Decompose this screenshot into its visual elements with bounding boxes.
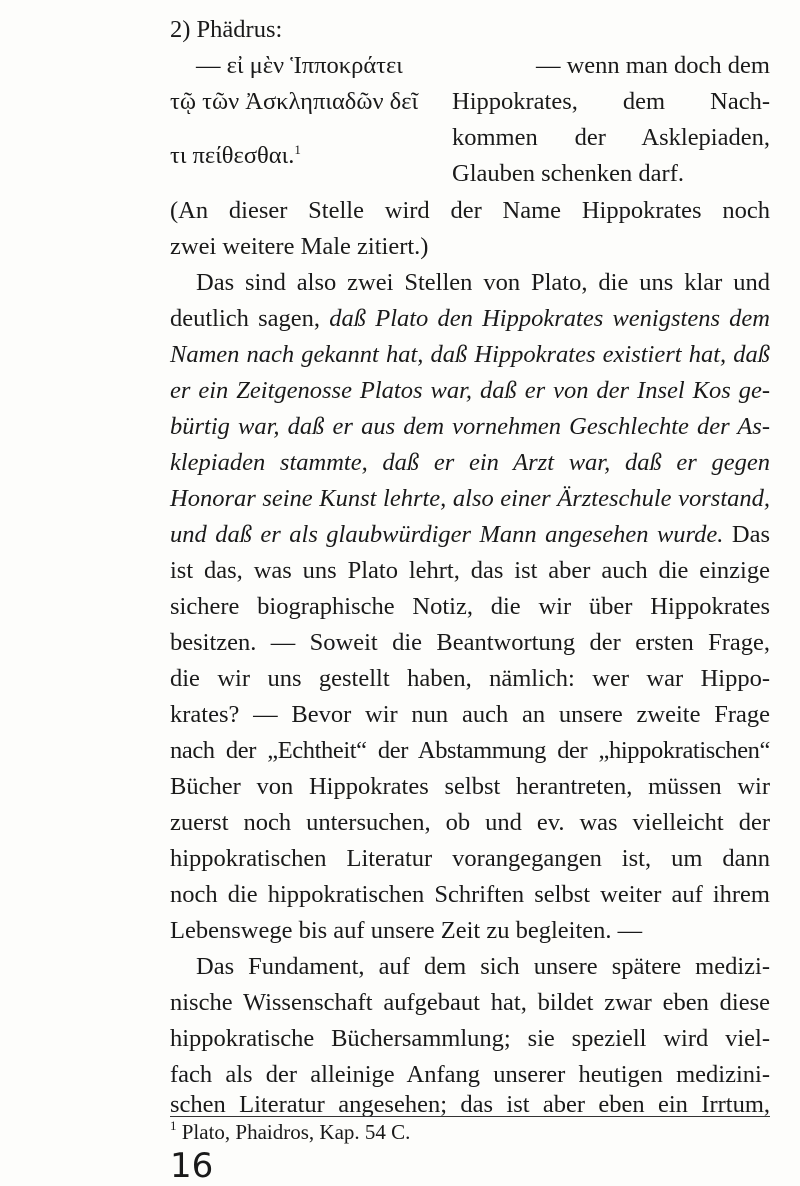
footnote-mark: 1 <box>170 1118 177 1133</box>
body-line: noch die hippokratischen Schriften selbst weiter auf ihrem <box>170 881 770 908</box>
section-heading: 2) Phädrus: <box>170 16 283 43</box>
body-line: nach der „Echtheit“ der Abstammung der „hippokratischen“ <box>170 737 770 764</box>
body-line: (An dieser Stelle wird der Name Hippokrates noch <box>170 197 770 224</box>
footnote-divider <box>170 1116 770 1117</box>
greek-quote <box>170 48 450 174</box>
body-line-italic: deutlich sagen, daß Plato den Hippokrates wenigstens dem <box>170 305 771 332</box>
page-number: 16 <box>170 1146 214 1186</box>
body-line: zwei weitere Male zitiert.) <box>170 233 429 260</box>
greek-line-2: τῷ τῶν Ἀσκληπιαδῶν δεῖ <box>170 88 419 115</box>
body-line: hippokratische Büchersammlung; sie speziell wird viel- <box>170 1025 770 1052</box>
greek-line-3 <box>170 138 450 174</box>
german-line-4: Glauben schenken darf. <box>452 160 684 187</box>
german-translation <box>452 48 770 192</box>
german-line-3: kommen der Asklepiaden, <box>452 124 770 151</box>
german-line-2: Hippokrates, dem Nach- <box>452 88 770 115</box>
body-line: Das Fundament, auf dem sich unsere spätere medizi- <box>196 953 770 980</box>
greek-line-1: — εἰ μὲν Ἱπποκράτει <box>196 52 403 79</box>
footnote <box>170 1118 410 1146</box>
body-line-italic: er ein Zeitgenosse Platos war, daß er von der Insel Kos ge- <box>170 377 770 404</box>
body-line: hippokratischen Literatur vorangegangen ist, um dann <box>170 845 770 872</box>
footnote-text: Plato, Phaidros, Kap. 54 C. <box>181 1120 411 1144</box>
greek-line-3-text: τι πείθεσθαι. <box>170 142 295 169</box>
body-line: die wir uns gestellt haben, nämlich: wer war Hippo- <box>170 665 770 692</box>
body-line-italic: klepiaden stammte, daß er ein Arzt war, daß er gegen <box>170 449 770 476</box>
german-line-1: — wenn man doch dem <box>535 52 770 79</box>
body-line: nische Wissenschaft aufgebaut hat, bildet zwar eben diese <box>170 989 770 1016</box>
body-line-italic: Namen nach gekannt hat, daß Hippokrates existiert hat, daß <box>170 341 770 368</box>
body-line: zuerst noch untersuchen, ob und ev. was vielleicht der <box>170 809 770 836</box>
body-line: Lebenswege bis auf unsere Zeit zu begleiten. — <box>170 917 643 944</box>
footnote-reference: 1 <box>294 142 301 157</box>
body-line: krates? — Bevor wir nun auch an unsere zweite Frage <box>170 701 770 728</box>
body-line-italic: bürtig war, daß er aus dem vornehmen Geschlechte der As- <box>170 413 770 440</box>
body-line: sichere biographische Notiz, die wir über Hippokrates <box>170 593 770 620</box>
body-line: Das sind also zwei Stellen von Plato, die uns klar und <box>196 269 770 296</box>
body-line: ist das, was uns Plato lehrt, das ist aber auch die einzige <box>170 557 770 584</box>
body-line: schen Literatur angesehen; das ist aber eben ein Irrtum, <box>170 1091 770 1118</box>
body-line: besitzen. — Soweit die Beantwortung der ersten Frage, <box>170 629 770 656</box>
body-line-italic: Honorar seine Kunst lehrte, also einer Ärzteschule vorstand, <box>170 485 770 512</box>
body-line-italic: und daß er als glaubwürdiger Mann angesehen wurde. Das <box>170 521 770 548</box>
body-line: Bücher von Hippokrates selbst herantreten, müssen wir <box>170 773 770 800</box>
body-line: fach als der alleinige Anfang unserer heutigen medizini- <box>170 1061 770 1088</box>
